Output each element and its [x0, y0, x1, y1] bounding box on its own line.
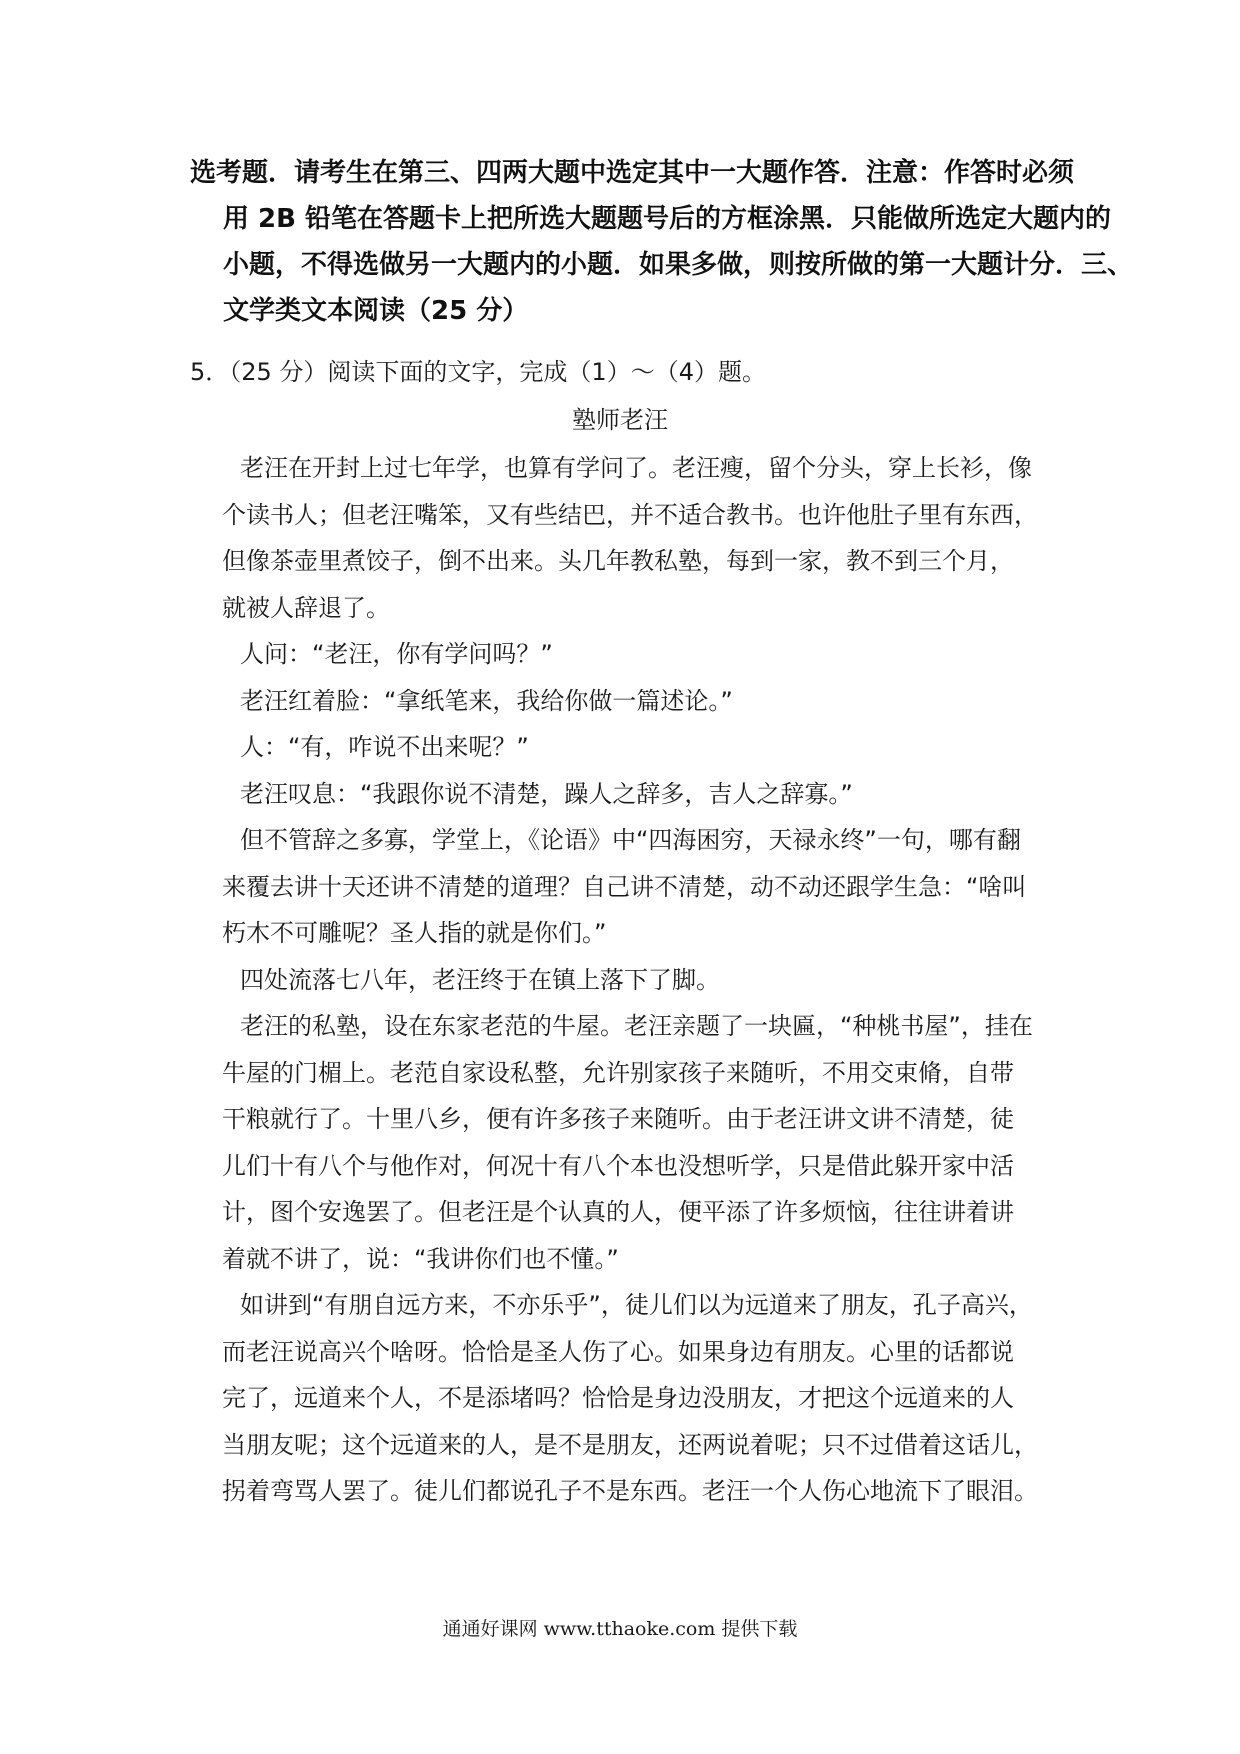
story-line: 儿们十有八个与他作对，何况十有八个本也没想听学，只是借此躲开家中活 [222, 1151, 1014, 1180]
story-line: 当朋友呢；这个远道来的人，是不是朋友，还两说着呢；只不过借着这话儿， [222, 1430, 1038, 1459]
instruction-line: 选考题．请考生在第三、四两大题中选定其中一大题作答．注意：作答时必须 [190, 158, 1075, 188]
story-line: 拐着弯骂人罢了。徒儿们都说孔子不是东西。老汪一个人伤心地流下了眼泪。 [222, 1477, 1038, 1505]
selection-instructions [190, 150, 1134, 334]
story-line: 计，图个安逸罢了。但老汪是个认真的人，便平添了许多烦恼，往往讲着讲 [222, 1198, 1014, 1226]
story-line: 牛屋的门楣上。老范自家设私整，允许别家孩子来随听，不用交束脩，自带 [222, 1058, 1014, 1087]
story-body [222, 445, 1062, 1515]
story-line: 人问：“老汪，你有学问吗？” [240, 640, 553, 668]
story-line: 四处流落七八年，老汪终于在镇上落下了脚。 [240, 965, 720, 994]
story-line: 朽木不可雕呢？圣人指的就是你们。” [222, 919, 607, 947]
story-line: 而老汪说高兴个啥呀。恰恰是圣人伤了心。如果身边有朋友。心里的话都说 [222, 1337, 1014, 1366]
story-line: 但不管辞之多寡，学堂上，《论语》中“四海困穷，天禄永终”一句，哪有翻 [240, 826, 1021, 854]
page-footer: 通通好课网 www.tthaoke.com 提供下载 [442, 1618, 798, 1640]
story-title: 塾师老汪 [572, 406, 668, 434]
story-line: 但像茶壶里煮饺子，倒不出来。头几年教私塾，每到一家，教不到三个月， [222, 547, 1014, 575]
story-line: 着就不讲了，说：“我讲你们也不懂。” [222, 1244, 619, 1273]
story-line: 老汪的私塾，设在东家老范的牛屋。老汪亲题了一块匾，“种桃书屋”，挂在 [240, 1012, 1033, 1040]
story-line: 老汪在开封上过七年学，也算有学问了。老汪瘦，留个分头，穿上长衫，像 [240, 454, 1032, 482]
instruction-line: 小题，不得选做另一大题内的小题．如果多做，则按所做的第一大题计分．三、 [223, 250, 1134, 280]
instruction-line: 文学类文本阅读（25 分） [223, 296, 529, 326]
story-line: 就被人辞退了。 [222, 593, 390, 622]
story-line: 完了，远道来个人，不是添堵吗？恰恰是身边没朋友，才把这个远道来的人 [222, 1384, 1014, 1412]
story-line: 老汪红着脸：“拿纸笔来，我给你做一篇述论。” [240, 686, 733, 715]
story-line: 人：“有，咋说不出来呢？” [240, 733, 529, 761]
story-line: 如讲到“有朋自远方来，不亦乐乎”，徒儿们以为远道来了朋友，孔子高兴， [240, 1291, 1033, 1319]
question-header: 5．（25 分）阅读下面的文字，完成（1）～（4）题。 [190, 358, 766, 386]
story-line: 干粮就行了。十里八乡，便有许多孩子来随听。由于老汪讲文讲不清楚，徒 [222, 1105, 1014, 1133]
story-line: 老汪叹息：“我跟你说不清楚，躁人之辞多，吉人之辞寡。” [240, 779, 853, 808]
instruction-line: 用 2B 铅笔在答题卡上把所选大题题号后的方框涂黑．只能做所选定大题内的 [223, 204, 1112, 234]
story-line: 个读书人；但老汪嘴笨，又有些结巴，并不适合教书。也许他肚子里有东西， [222, 500, 1038, 529]
story-line: 来覆去讲十天还讲不清楚的道理？自己讲不清楚，动不动还跟学生急：“啥叫 [222, 872, 1027, 901]
